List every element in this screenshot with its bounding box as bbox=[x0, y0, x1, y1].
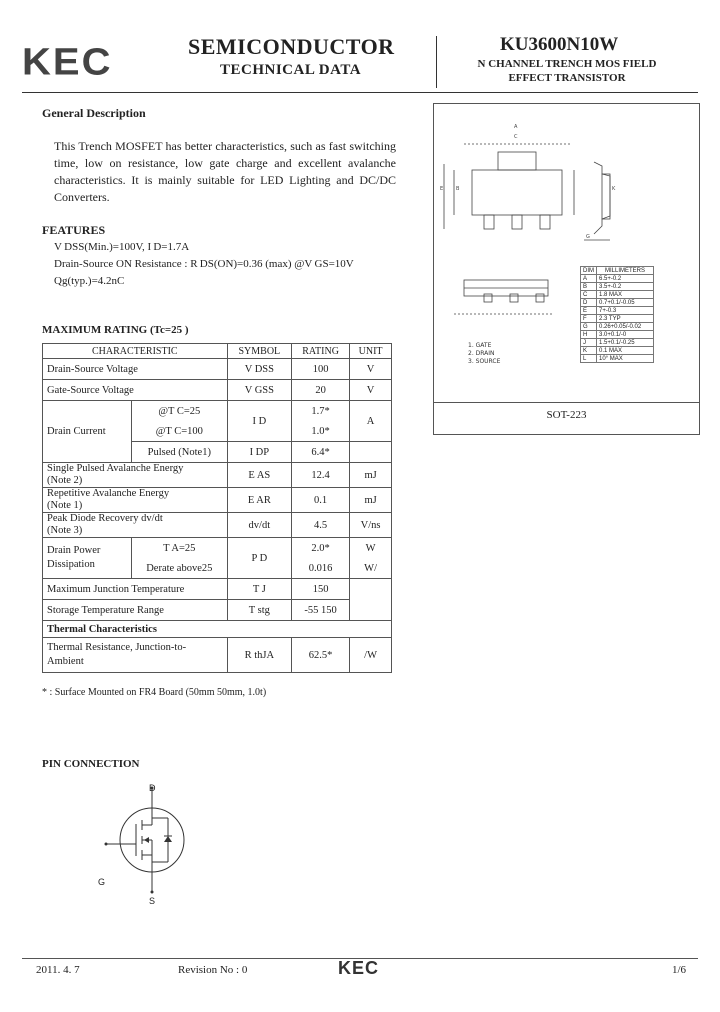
table-row: Repetitive Avalanche Energy (Note 1) E AR 0.1 mJ bbox=[43, 488, 392, 513]
table-row: Drain Power Dissipation T A=25 P D 2.0* W bbox=[43, 538, 392, 559]
max-rating-table bbox=[42, 343, 392, 673]
header-divider bbox=[436, 36, 437, 88]
table-row: Peak Diode Recovery dv/dt (Note 3) dv/dt 4.5 V/ns bbox=[43, 513, 392, 538]
dim-label: C bbox=[514, 134, 518, 140]
footer-kec-logo: KEC bbox=[338, 958, 380, 978]
table-row: Single Pulsed Avalanche Energy (Note 2) E AS 12.4 mJ bbox=[43, 463, 392, 488]
dim-label: E bbox=[440, 186, 444, 192]
pin-d-label: D bbox=[149, 783, 156, 793]
dimension-table: DIM MILLIMETERS A 6.5+-0.2 B 3.5+-0.2 C 1.8 MAX D 0.7+0.1/-0.05 E 7+-0.3 F 2.3 TYP G 0.26+0.05/-0.02 H 3.0+0.1/-0 J 1.5+0.1/-0.25 K 0.1 MAX L 10° MAX bbox=[580, 266, 654, 363]
table-row: Drain Current @T C=25 I D 1.7* A bbox=[43, 401, 392, 422]
col-symbol: SYMBOL bbox=[227, 344, 291, 359]
dim-label: K bbox=[612, 186, 616, 192]
footer-page: 1/6 bbox=[672, 964, 687, 976]
table-row: Maximum Junction Temperature T J 150 bbox=[43, 579, 392, 600]
table-row: Gate-Source Voltage V GSS 20 V bbox=[43, 380, 392, 401]
table-row: Derate above25 0.016 W/ bbox=[43, 558, 392, 579]
pin-label-drain: 2. DRAIN bbox=[468, 350, 495, 357]
footer-revision: Revision No : 0 bbox=[178, 964, 248, 976]
dim-label: B bbox=[456, 186, 460, 192]
max-rating-title: MAXIMUM RATING (Tc=25 ) bbox=[42, 324, 189, 336]
pin-s-label: S bbox=[149, 896, 156, 906]
pin-label-gate: 1. GATE bbox=[468, 342, 492, 349]
features-title: FEATURES bbox=[42, 223, 106, 237]
header-rule bbox=[22, 92, 698, 93]
header-semiconductor: SEMICONDUCTOR bbox=[188, 34, 395, 59]
header-technical-data: TECHNICAL DATA bbox=[220, 62, 362, 78]
subtitle-line1: N CHANNEL TRENCH MOS FIELD bbox=[477, 58, 657, 70]
dim-label: G bbox=[586, 234, 590, 240]
table-row: @T C=100 1.0* bbox=[43, 421, 392, 442]
pin-label-source: 3. SOURCE bbox=[468, 358, 501, 365]
dim-label: A bbox=[514, 124, 518, 130]
kec-logo: KEC bbox=[22, 41, 113, 83]
package-name: SOT-223 bbox=[546, 409, 587, 421]
table-row: Storage Temperature Range T stg -55 150 bbox=[43, 600, 392, 621]
col-rating: RATING bbox=[292, 344, 350, 359]
part-number: KU3600N10W bbox=[500, 34, 619, 55]
table-row: Pulsed (Note1) I DP 6.4* bbox=[43, 442, 392, 463]
col-unit: UNIT bbox=[350, 344, 392, 359]
general-description-title: General Description bbox=[42, 106, 146, 120]
feature-1: V DSS(Min.)=100V, I D=1.7A bbox=[54, 241, 190, 253]
general-description-text: This Trench MOSFET has better characteristics, such as fast switching time, low on resistance, low gate charge and excellent avalanche characteristics. It is mainly suitable for LED Lighting and DC/DC Converters. bbox=[54, 139, 396, 204]
col-characteristic: CHARACTERISTIC bbox=[43, 344, 228, 359]
package-separator bbox=[433, 402, 700, 403]
mosfet-symbol bbox=[92, 780, 202, 910]
table-row: Thermal Characteristics bbox=[43, 621, 392, 638]
table-row: Thermal Resistance, Junction-to- Ambient R thJA 62.5* /W bbox=[43, 638, 392, 673]
subtitle-line2: EFFECT TRANSISTOR bbox=[508, 72, 626, 84]
pin-g-label: G bbox=[98, 877, 106, 887]
pin-connection-title: PIN CONNECTION bbox=[42, 758, 140, 770]
footnote: * : Surface Mounted on FR4 Board (50mm 50mm, 1.0t) bbox=[42, 687, 267, 698]
feature-2: Drain-Source ON Resistance : R DS(ON)=0.36 (max) @V GS=10V bbox=[54, 258, 354, 270]
footer-date: 2011. 4. 7 bbox=[36, 964, 80, 976]
table-row: Drain-Source Voltage V DSS 100 V bbox=[43, 359, 392, 380]
package-drawing bbox=[434, 104, 698, 402]
feature-3: Qg(typ.)=4.2nC bbox=[54, 275, 125, 287]
